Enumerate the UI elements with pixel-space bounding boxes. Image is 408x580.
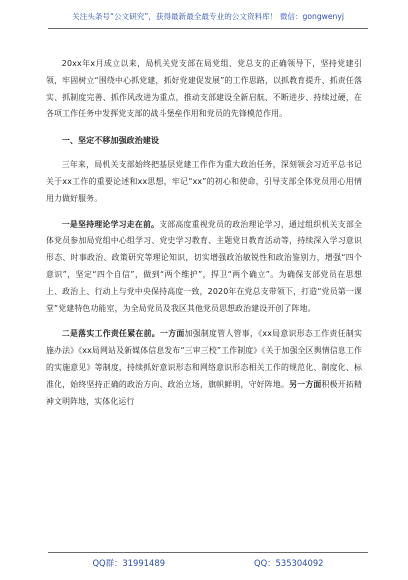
paragraph-theory-study — [46, 217, 362, 318]
intro-paragraph: 20xx年x月成立以来，局机关党支部在局党组、党总支的正确领导下，坚持党建引领，牢固树立“围绕中心抓党建，抓好党建促发展”的工作思路，以抓教育提升、抓责任落实、抓制度完善、抓作风改进为重点，推动支部建设全新启航、不断进步、持续过硬，在各项工作任务中发挥党支部的战斗堡垒作用和党员的先锋模范作用。 — [46, 59, 362, 119]
paragraph-lead-aspect: 一方面 — [159, 329, 185, 339]
qq-contact: QQ：535304092 — [253, 558, 324, 568]
paragraph-lead: 二是落实工作责任紧在前。 — [61, 329, 160, 339]
paragraph-lead-aspect: 另一方面 — [289, 379, 322, 389]
paragraph-responsibility — [46, 326, 362, 410]
section-heading: 一、坚定不移加强政治建设 — [61, 135, 159, 146]
paragraph-overview: 三年来，局机关支部始终把基层党建工作作为重大政治任务，深刻领会习近平总书记关于xx工作的重要论述和xx思想，牢记“xx”的初心和使命，引导支部全体党员用心用情用力做好服务。 — [46, 160, 362, 203]
document-body — [46, 56, 362, 526]
header-text: 关注头条号“公文研究”，获得最新最全最专业的公文资料库！ 微信：gongwenyj — [72, 12, 344, 21]
paragraph-text: 加强制度管人管事，《xx局意识形态工作责任制实施办法》《xx局网站及新媒体信息发布“三审三校”工作制度》《关于加强全区舆情信息工作的实施意见》等制度，持续抓好意识形态和网络意识形态相关工作的规范化、制度化、标准化，始终坚持正确的政治方向、政治立场，旗帜鲜明，守好阵地。 — [46, 329, 362, 389]
qq-group: QQ群：31991489 — [92, 558, 166, 568]
page-header — [48, 6, 368, 29]
paragraph-lead: 一是坚持理论学习走在前。 — [61, 219, 160, 229]
paragraph-text: 支部高度重视党员的政治理论学习，通过组织机关支部全体党员参加局党组中心组学习、党史学习教育、主题党日教育活动等，持续深入学习意识形态、时事政治、政策研究等理论知识，切实增强政治敏锐性和政治鉴别力，增强“四个意识”，坚定“四个自信”，做到“两个维护”，捍卫“两个确立”。为确保支部党员在思想上、政治上、行动上与党中央保持高度一致，2020年在党总支带领下，打造“党员第一课堂”党建特色功能室，为全局党员及我区其他党员思想政治建设开创了阵地。 — [46, 219, 362, 313]
paragraph-text: 积极开拓精神文明阵地，实体化运行 — [46, 379, 362, 406]
page-footer — [48, 552, 368, 573]
